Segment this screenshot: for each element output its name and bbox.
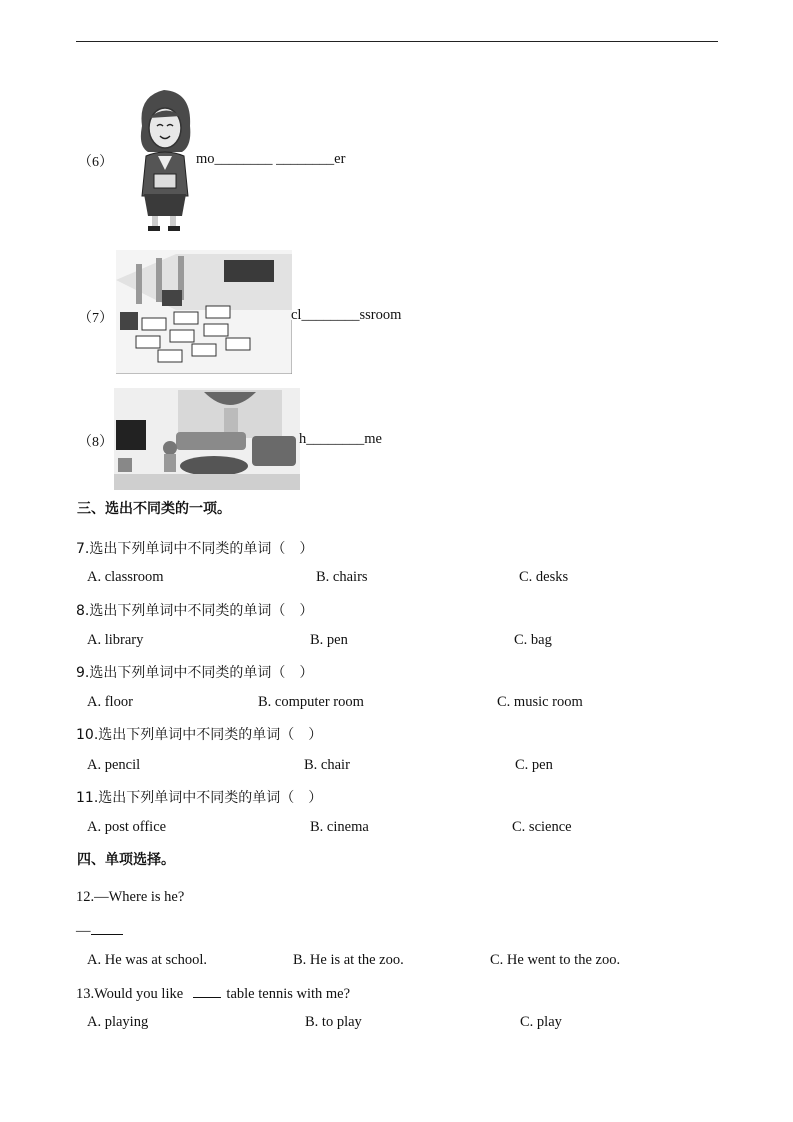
question-10-option-b: B. chair	[304, 757, 350, 773]
classroom-scene-image	[116, 250, 292, 374]
question-13-option-c: C. play	[520, 1014, 562, 1030]
question-8-stem: 8.选出下列单词中不同类的单词（ ）	[76, 603, 314, 619]
item-8-answer: h________me	[299, 431, 382, 447]
question-13-stem-end: table tennis with me?	[226, 986, 351, 1002]
question-8-option-a: A. library	[87, 632, 144, 648]
item-7-number: （7）	[78, 311, 113, 326]
question-13-stem-start: 13.Would you like	[76, 986, 184, 1002]
question-13-option-b: B. to play	[305, 1014, 362, 1030]
question-10-stem: 10.选出下列单词中不同类的单词（ ）	[76, 727, 323, 743]
question-7-option-b: B. chairs	[316, 569, 368, 585]
question-8-option-b: B. pen	[310, 632, 348, 648]
question-12-stem: 12.—Where is he?	[76, 889, 185, 905]
item-8-number: （8）	[78, 435, 113, 450]
section-3-heading: 三、选出不同类的一项。	[77, 501, 231, 517]
question-11-option-c: C. science	[512, 819, 572, 835]
home-living-room-image	[114, 388, 300, 490]
item-6-number: （6）	[78, 155, 113, 170]
question-11-stem: 11.选出下列单词中不同类的单词（ ）	[76, 790, 323, 806]
question-13-blank	[193, 983, 221, 998]
question-12-reply	[76, 920, 123, 940]
header-rule	[76, 41, 718, 42]
question-9-option-c: C. music room	[497, 694, 583, 710]
question-9-stem: 9.选出下列单词中不同类的单词（ ）	[76, 665, 314, 681]
question-12-option-a: A. He was at school.	[87, 952, 208, 968]
question-8-option-c: C. bag	[514, 632, 552, 648]
question-9-option-a: A. floor	[87, 694, 133, 710]
question-11-option-a: A. post office	[87, 819, 167, 835]
question-12-option-c: C. He went to the zoo.	[490, 952, 621, 968]
question-7-option-a: A. classroom	[87, 569, 164, 585]
question-12-dash: —	[76, 923, 91, 939]
question-11-option-b: B. cinema	[310, 819, 369, 835]
mother-figure-image	[132, 86, 198, 232]
item-7-answer: cl________ssroom	[291, 307, 402, 323]
question-7-option-c: C. desks	[519, 569, 569, 585]
question-9-option-b: B. computer room	[258, 694, 364, 710]
question-7-stem: 7.选出下列单词中不同类的单词（ ）	[76, 541, 314, 557]
question-13-option-a: A. playing	[87, 1014, 149, 1030]
question-10-option-a: A. pencil	[87, 757, 141, 773]
question-13-stem	[76, 983, 350, 1003]
item-6-answer: mo________ ________er	[196, 151, 346, 167]
question-12-blank	[91, 920, 123, 935]
question-10-option-c: C. pen	[515, 757, 553, 773]
question-12-option-b: B. He is at the zoo.	[293, 952, 404, 968]
section-4-heading: 四、单项选择。	[77, 852, 175, 868]
